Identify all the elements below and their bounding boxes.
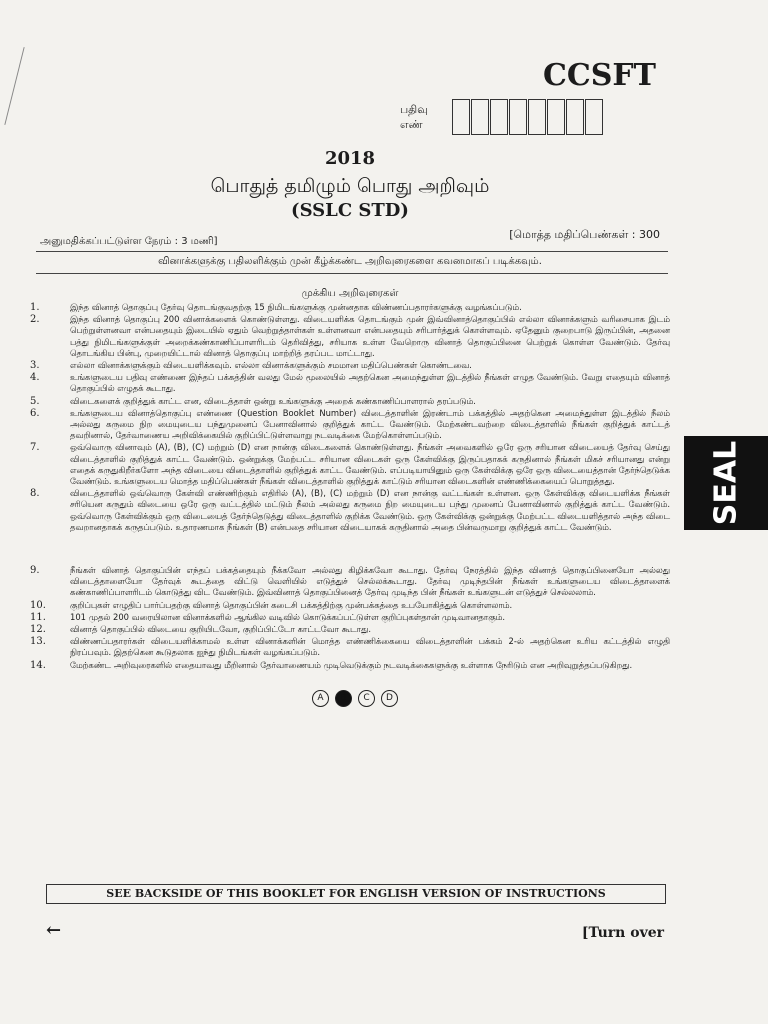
register-digit-box[interactable] — [452, 99, 470, 135]
exam-subtitle: (SSLC STD) — [291, 200, 409, 221]
register-number-boxes[interactable] — [452, 99, 604, 135]
instruction-item: 9. நீங்கள் வினாத் தொகுப்பின் எந்தப் பக்கத்தையும் நீக்கவோ அல்லது கிழிக்கவோ கூடாது. தேர்வு நேரத்தில் இந்த வினாத் தொகுப்பினையோ அல்லது விடைத்தாளையோ தேர்வுக் கூடத்தை விட்டு வெளியில் எடுத்துச் செல்லக்கூடாது. தேர்வு முடிந்தபின் நீங்கள் உங்களுடைய விடைத்தாளைக் கண்காணிப்பாளரிடம் கொடுத்து விட வேண்டும். இவ்வினாத் தொகுப்பினைத் தேர்வு முடிந்த பின் நீங்கள் உங்களுடன் எடுத்துச் செல்லலாம். — [30, 565, 670, 598]
read-instructions-note: வினாக்களுக்கு பதிலளிக்கும் முன் கீழ்க்கண்ட அறிவுரைகளை கவனமாகப் படிக்கவும். — [158, 256, 542, 267]
bubble-c: C — [358, 690, 375, 707]
exam-title: பொதுத் தமிழும் பொது அறிவும் — [210, 175, 490, 197]
turn-over-note: [Turn over — [581, 925, 664, 941]
register-digit-box[interactable] — [509, 99, 527, 135]
important-instructions-heading: முக்கிய அறிவுரைகள் — [301, 288, 399, 299]
bubble-d: D — [381, 690, 398, 707]
instruction-item: 11. 101 முதல் 200 வரையிலான வினாக்களில் ஆங்கில வடிவில் கொடுக்கப்பட்டுள்ள குறிப்புகள்தான் முடிவானதாகும். — [30, 611, 505, 623]
english-version-banner: SEE BACKSIDE OF THIS BOOKLET FOR ENGLISH VERSION OF INSTRUCTIONS — [46, 884, 666, 904]
total-marks: [மொத்த மதிப்பெண்கள் : 300 — [509, 228, 660, 241]
instruction-item: 2. இந்த வினாத் தொகுப்பு 200 வினாக்களைக் கொண்டுள்ளது. விடையளிக்க தொடங்கும் முன் இவ்வினாத்தொகுப்பில் எல்லா வினாக்களும் வரிசையாக இடம் பெற்றுள்ளனவா என்பதையும் இடையில் ஏதும் வெற்றுத்தாள்கள் உள்ளனவா என்பதையும் சரிபார்த்துக் கொள்ளவும். ஏதேனும் குறைபாடு இருப்பின், அதனை பத்து நிமிடங்களுக்குள் அறைக்கண்காணிப்பாளரிடம் தெரிவித்து, சரியாக உள்ள வேறொரு வினாத் தொகுப்பினை பெற்றுக் கொள்ள வேண்டும். தேர்வு தொடங்கிய பின்பு, முறையிட்டால் வினாத் தொகுப்பு மாற்றித் தரப்பட மாட்டாது. — [30, 314, 670, 358]
seal-label: SEAL — [708, 440, 744, 526]
instruction-item: 3. எல்லா வினாக்களுக்கும் விடையளிக்கவும். எல்லா வினாக்களுக்கும் சமமான மதிப்பெண்கள் கொண்டவை. — [30, 360, 472, 372]
booklet-code: CCSFT — [542, 58, 656, 93]
instruction-item: 10. குறிப்புகள் எழுதிப் பார்ப்பதற்கு வினாத் தொகுப்பின் கடைசி பக்கத்திற்கு முன்பக்கத்தை உபயோகித்துக் கொள்ளலாம். — [30, 599, 513, 611]
scan-mark — [4, 47, 24, 125]
register-digit-box[interactable] — [585, 99, 603, 135]
instructions-list — [30, 302, 670, 672]
instruction-item: 1. இந்த வினாத் தொகுப்பு தேர்வு தொடங்குவதற்கு 15 நிமிடங்களுக்கு முன்னதாக விண்ணப்பதாரர்களுக்கு வழங்கப்படும். — [30, 302, 522, 313]
instruction-item: 7. ஒவ்வொரு வினாவும் (A), (B), (C) மற்றும் (D) என நான்கு விடைகளைக் கொண்டுள்ளது. நீங்கள் அவைகளில் ஒரே ஒரு சரியான விடையைத் தேர்வு செய்து விடைத்தாளில் குறித்துக் காட்ட வேண்டும். ஒன்றுக்கு மேற்பட்ட சரியான விடைகள் ஒரு கேள்விக்கு இருப்பதாகக் கருதினால் நீங்கள் மிகச் சரியானது என்று எதைக் கருதுகிறீர்களோ அந்த விடையை விடைத்தாளில் குறித்துக் காட்ட வேண்டும். எப்படியாயினும் ஒரு கேள்விக்கு ஒரே ஒரு விடையைத்தான் தேர்ந்தெடுக்க வேண்டும். உங்களுடைய மொத்த மதிப்பெண்கள் நீங்கள் விடைத்தாளில் குறித்துக் காட்டும் சரியான விடைகளின் எண்ணிக்கையைப் பொறுத்தது. — [30, 442, 670, 487]
instruction-item: 5. விடைகளைக் குறித்துக் காட்ட என, விடைத்தாள் ஒன்று உங்களுக்கு அறைக் கண்காணிப்பாளரால் தரப்படும். — [30, 395, 476, 407]
instruction-item: 13. விண்ணப்பதாரர்கள் விடையளிக்காமல் உள்ள வினாக்களின் மொத்த எண்ணிக்கையை விடைத்தாளின் பக்கம் 2-ல் அதற்கென உரிய கட்டத்தில் எழுதி நிரப்பவும். இதற்கென கூடுதலாக ஐந்து நிமிடங்கள் வழங்கப்படும். — [30, 636, 670, 658]
seal-tab — [684, 436, 768, 530]
register-digit-box[interactable] — [471, 99, 489, 135]
bubble-example-spacer — [30, 543, 670, 565]
instruction-item: 6. உங்களுடைய வினாத்தொகுப்பு எண்ணை (Question Booklet Number) விடைத்தாளின் இரண்டாம் பக்கத்தில் அதற்கென அமைந்துள்ள இடத்தில் நீலம் அல்லது கருமை நிற மையுடைய பந்துமுனைப் பேனாவினால் குறித்துக் காட்ட வேண்டும். மேற்கண்டவற்றை விடைத்தாளில் நீங்கள் குறித்துக் காட்டத் தவறினால், தேர்வாணைய அறிவிக்கையில் குறிப்பிட்டுள்ளவாறு நடவடிக்கை மேற்கொள்ளப்படும். — [30, 407, 670, 441]
exam-year: 2018 — [324, 148, 376, 169]
back-arrow-icon: ← — [46, 920, 62, 941]
divider — [36, 273, 668, 274]
example-answer-bubbles — [312, 690, 398, 707]
divider — [36, 251, 668, 252]
register-digit-box[interactable] — [547, 99, 565, 135]
register-digit-box[interactable] — [528, 99, 546, 135]
register-number-label: பதிவு எண் — [400, 103, 428, 131]
instruction-item: 8. விடைத்தாளில் ஒவ்வொரு கேள்வி எண்ணிற்கும் எதிரில் (A), (B), (C) மற்றும் (D) என நான்கு வட்டங்கள் உள்ளன. ஒரு கேள்விக்கு விடையளிக்க நீங்கள் சரியென கருதும் விடையை ஒரே ஒரு வட்டத்தில் மட்டும் நீலம் அல்லது கருமை நிற மையுடைய பந்து முனைப் பேனாவினால் குறித்துக் காட்ட வேண்டும். ஒவ்வொரு கேள்விக்கும் ஒரு விடையைத் தேர்ந்தெடுத்து விடைத்தாளில் குறிக்க வேண்டும். ஒரு கேள்விக்கு ஒன்றுக்கு மேற்பட்ட விடையளித்தால் அந்த விடை தவறானதாகக் கருதப்படும். உதாரணமாக நீங்கள் (B) என்பதை சரியான விடையாகக் கருதினால் அதை பின்வருமாறு குறித்துக் காட்ட வேண்டும். — [30, 488, 670, 532]
register-digit-box[interactable] — [490, 99, 508, 135]
instruction-item: 14. மேற்கண்ட அறிவுரைகளில் எதையாவது மீறினால் தேர்வாணையம் முடிவெடுக்கும் நடவடிக்கைகளுக்கு உள்ளாக நேரிடும் என அறிவுறுத்தப்படுகிறது. — [30, 659, 633, 671]
bubble-b-filled: B — [335, 690, 352, 707]
instruction-item: 4. உங்களுடைய பதிவு எண்ணை இந்தப் பக்கத்தின் வலது மேல் மூலையில் அதற்கென அமைந்துள்ள இடத்தில் நீங்கள் எழுத வேண்டும். வேறு எதையும் வினாத் தொகுப்பில் எழுதக் கூடாது. — [30, 372, 670, 394]
instruction-item: 12. வினாத் தொகுப்பில் விடையை குறியிடவோ, குறிப்பிட்டோ காட்டவோ கூடாது. — [30, 624, 371, 636]
register-digit-box[interactable] — [566, 99, 584, 135]
time-allowed: அனுமதிக்கப்பட்டுள்ள நேரம் : 3 மணி] — [40, 236, 218, 247]
bubble-a: A — [312, 690, 329, 707]
